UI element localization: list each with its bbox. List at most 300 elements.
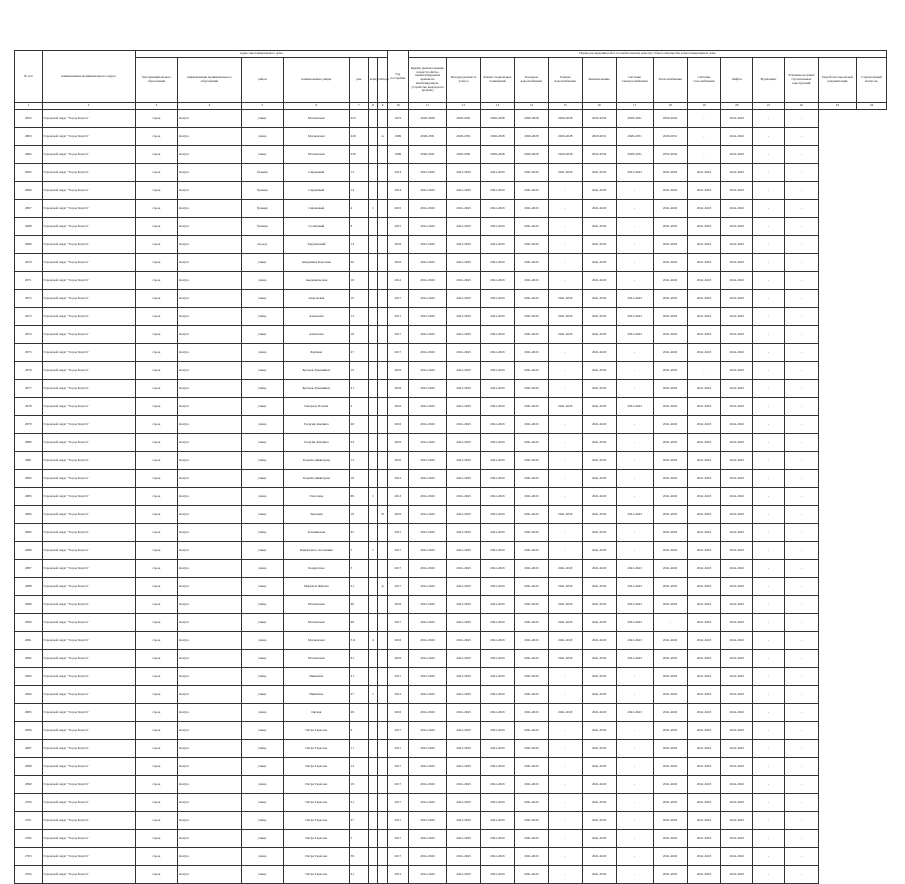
table-cell: 2041-2043 <box>408 740 446 758</box>
table-cell: улица <box>241 308 283 326</box>
table-cell: улица <box>241 290 283 308</box>
table-cell <box>378 326 388 344</box>
table-cell: 10 <box>349 290 368 308</box>
table-cell: 2041-2043 <box>582 866 616 884</box>
table-cell: 2041-2043 <box>408 380 446 398</box>
table-cell: 2041-2043 <box>721 182 753 200</box>
table-cell: 2029-2031 <box>447 146 481 164</box>
table-cell: 2041-2043 <box>721 596 753 614</box>
table-cell: 2041-2043 <box>408 776 446 794</box>
table-cell: 2041-2043 <box>653 686 687 704</box>
table-cell: 2041-2043 <box>653 758 687 776</box>
table-cell: 2681 <box>15 452 43 470</box>
table-row <box>15 344 887 362</box>
table-cell: 2026-2028 <box>481 110 515 128</box>
column-number: 5 <box>241 103 283 110</box>
table-row <box>15 128 887 146</box>
table-cell: 2041-2043 <box>514 830 548 848</box>
table-cell: 2041-2043 <box>582 524 616 542</box>
table-cell: 2041-2043 <box>582 632 616 650</box>
table-cell: 2041-2043 <box>408 506 446 524</box>
table-cell <box>368 830 378 848</box>
table-cell: - <box>753 812 785 830</box>
table-body <box>15 110 887 884</box>
table-cell: 2029-2031 <box>653 128 687 146</box>
table-row <box>15 560 887 578</box>
table-cell: Московская <box>284 146 350 164</box>
table-cell: Тарутинский <box>284 236 350 254</box>
table-cell: 2041-2043 <box>548 308 582 326</box>
table-cell: 2041-2043 <box>687 236 721 254</box>
table-cell: 2029-2031 <box>447 128 481 146</box>
table-cell: улица <box>241 596 283 614</box>
table-cell: Городской округ "Город Калуга" <box>42 596 135 614</box>
table-cell: 2041-2043 <box>687 740 721 758</box>
table-cell: улица <box>241 614 283 632</box>
table-cell: Академическая <box>284 272 350 290</box>
table-cell: 2041-2043 <box>447 578 481 596</box>
table-cell <box>378 236 388 254</box>
table-cell: бульвар <box>241 182 283 200</box>
table-cell: 2026-2028 <box>548 110 582 128</box>
table-cell: Городской округ "Город Калуга" <box>42 632 135 650</box>
table-cell <box>378 650 388 668</box>
table-cell: 26 <box>349 416 368 434</box>
table-cell: улица <box>241 470 283 488</box>
table-cell: 2688 <box>15 578 43 596</box>
table-cell: 2041-2043 <box>616 704 653 722</box>
table-cell: 41 <box>349 866 368 884</box>
table-cell: 19 <box>349 362 368 380</box>
table-cell: Московская <box>284 596 350 614</box>
table-cell: - <box>753 308 785 326</box>
table-cell: 2696 <box>15 722 43 740</box>
table-cell: 2029-2031 <box>616 110 653 128</box>
table-cell: - <box>784 686 818 704</box>
table-cell: 2041-2043 <box>721 506 753 524</box>
table-cell: - <box>784 236 818 254</box>
table-cell: 2017 <box>387 848 408 866</box>
column-header: корпус <box>368 58 378 103</box>
table-cell: Городской округ "Город Калуга" <box>42 236 135 254</box>
table-row <box>15 812 887 830</box>
table-cell: 2672 <box>15 290 43 308</box>
table-cell: город <box>135 218 177 236</box>
table-cell: город <box>135 848 177 866</box>
table-cell: 4 <box>368 632 378 650</box>
table-cell: Городской округ "Город Калуга" <box>42 668 135 686</box>
table-cell: 2026-2028 <box>514 146 548 164</box>
table-cell: 2699 <box>15 776 43 794</box>
table-cell: 2041-2043 <box>687 578 721 596</box>
table-cell: город <box>135 668 177 686</box>
table-cell: 2041-2043 <box>616 326 653 344</box>
table-cell: Калуга <box>178 380 242 398</box>
table-cell: 2041-2043 <box>582 416 616 434</box>
table-cell: 2041-2043 <box>653 866 687 884</box>
table-cell: 2704 <box>15 866 43 884</box>
table-cell: 2041-2043 <box>653 596 687 614</box>
table-cell: 2041-2043 <box>582 200 616 218</box>
table-cell: 2026-2028 <box>548 146 582 164</box>
table-cell: 2041-2043 <box>514 686 548 704</box>
table-cell: 2676 <box>15 362 43 380</box>
table-cell: Городской округ "Город Калуга" <box>42 380 135 398</box>
table-cell: - <box>616 452 653 470</box>
table-cell: 2685 <box>15 524 43 542</box>
table-cell: 2041-2043 <box>653 218 687 236</box>
table-cell: - <box>753 704 785 722</box>
table-cell <box>368 236 378 254</box>
table-cell: 2041-2043 <box>721 794 753 812</box>
table-row <box>15 506 887 524</box>
table-cell: улица <box>241 650 283 668</box>
table-cell: 2041-2043 <box>514 560 548 578</box>
table-row <box>15 308 887 326</box>
table-cell: город <box>135 128 177 146</box>
table-cell: 2679 <box>15 416 43 434</box>
table-cell: 2041-2043 <box>481 632 515 650</box>
column-number: 4 <box>178 103 242 110</box>
table-cell: 2687 <box>15 560 43 578</box>
table-cell: Георгия Димитрова <box>284 452 350 470</box>
table-cell <box>378 704 388 722</box>
table-cell: 2041-2043 <box>548 704 582 722</box>
table-cell: - <box>784 704 818 722</box>
table-cell: - <box>548 200 582 218</box>
table-cell: - <box>687 110 721 128</box>
table-cell: - <box>548 182 582 200</box>
table-cell: 2016 <box>387 632 408 650</box>
table-cell: 2041-2043 <box>447 614 481 632</box>
table-cell: - <box>784 614 818 632</box>
table-cell: 2041-2043 <box>481 200 515 218</box>
table-cell: - <box>784 542 818 560</box>
table-cell: бульвар <box>241 164 283 182</box>
table-cell: - <box>616 272 653 290</box>
table-cell: 2041-2043 <box>582 740 616 758</box>
table-cell: Окская <box>284 704 350 722</box>
table-cell: - <box>548 452 582 470</box>
table-cell: 8 <box>349 218 368 236</box>
table-cell: 21 <box>349 794 368 812</box>
table-cell: город <box>135 362 177 380</box>
table-cell: 2041-2043 <box>408 848 446 866</box>
table-cell: - <box>616 848 653 866</box>
table-cell: - <box>753 794 785 812</box>
table-cell: Глаголева <box>284 488 350 506</box>
column-number: 8 <box>368 103 378 110</box>
table-cell: 2041-2043 <box>582 686 616 704</box>
table-row <box>15 254 887 272</box>
table-cell: улица <box>241 848 283 866</box>
table-cell: - <box>616 488 653 506</box>
table-cell: Калуга <box>178 110 242 128</box>
table-cell: 2041-2043 <box>687 200 721 218</box>
table-cell: город <box>135 722 177 740</box>
table-cell <box>368 272 378 290</box>
table-cell: 2041-2043 <box>481 686 515 704</box>
table-cell: 2016 <box>387 362 408 380</box>
table-cell: Генерала Попова <box>284 398 350 416</box>
table-cell <box>378 380 388 398</box>
table-cell <box>378 560 388 578</box>
table-cell: 46 <box>349 596 368 614</box>
table-cell: Калуга <box>178 830 242 848</box>
table-cell <box>378 524 388 542</box>
table-cell: 2041-2043 <box>408 200 446 218</box>
table-cell: - <box>784 740 818 758</box>
table-cell: - <box>548 344 582 362</box>
table-cell: 2670 <box>15 254 43 272</box>
table-cell: - <box>616 542 653 560</box>
table-cell: 2041-2043 <box>548 650 582 668</box>
table-cell: 2041-2043 <box>687 848 721 866</box>
table-cell: 1 <box>368 542 378 560</box>
table-cell: 2041-2043 <box>653 434 687 452</box>
table-cell: 2041-2043 <box>616 398 653 416</box>
table-cell: Калуга <box>178 182 242 200</box>
table-cell: - <box>616 776 653 794</box>
table-cell: - <box>784 326 818 344</box>
table-cell: 2041-2043 <box>721 416 753 434</box>
table-cell: 2041-2043 <box>721 344 753 362</box>
table-cell: - <box>616 434 653 452</box>
table-cell: - <box>753 506 785 524</box>
table-cell: - <box>784 758 818 776</box>
table-cell: 61 <box>349 650 368 668</box>
table-cell: - <box>753 578 785 596</box>
table-cell: 2041-2043 <box>514 344 548 362</box>
column-number: 21 <box>753 103 785 110</box>
table-cell: 2700 <box>15 794 43 812</box>
table-cell: Калуга <box>178 200 242 218</box>
table-cell: 2041-2043 <box>687 722 721 740</box>
table-cell: Городской округ "Город Калуга" <box>42 200 135 218</box>
table-cell: 2016 <box>387 398 408 416</box>
table-cell: 2665 <box>15 164 43 182</box>
table-row <box>15 668 887 686</box>
table-cell: 2041-2043 <box>687 218 721 236</box>
table-cell: 2041-2043 <box>721 632 753 650</box>
table-cell: 2041-2043 <box>687 434 721 452</box>
table-cell <box>368 434 378 452</box>
table-cell: 45 <box>349 524 368 542</box>
table-cell: - <box>784 434 818 452</box>
table-cell: 2041-2043 <box>582 848 616 866</box>
table-cell: 2015 <box>387 200 408 218</box>
table-cell: 2041-2043 <box>653 290 687 308</box>
table-cell: 2041-2043 <box>514 326 548 344</box>
table-cell: 2041-2043 <box>481 290 515 308</box>
table-cell: 2041-2043 <box>616 308 653 326</box>
table-cell: улица <box>241 722 283 740</box>
table-cell: 2041-2043 <box>616 596 653 614</box>
table-cell <box>368 326 378 344</box>
table-cell: - <box>753 290 785 308</box>
table-cell: - <box>687 146 721 164</box>
table-cell: город <box>135 200 177 218</box>
table-cell: - <box>548 866 582 884</box>
table-cell: 2041-2043 <box>687 596 721 614</box>
table-cell: 2016 <box>387 254 408 272</box>
table-cell: город <box>135 470 177 488</box>
table-cell: - <box>616 200 653 218</box>
table-cell: улица <box>241 794 283 812</box>
table-cell: 2041-2043 <box>514 434 548 452</box>
table-cell: 2041-2043 <box>447 470 481 488</box>
table-cell: 2016 <box>387 380 408 398</box>
table-cell: 2669 <box>15 236 43 254</box>
table-cell: 2017 <box>387 722 408 740</box>
table-cell: 2041-2043 <box>721 542 753 560</box>
table-cell: Петра Тарасова <box>284 794 350 812</box>
table-row <box>15 272 887 290</box>
table-cell: 2041-2043 <box>514 542 548 560</box>
table-cell: город <box>135 578 177 596</box>
table-cell: 1969 <box>387 146 408 164</box>
table-cell: Калуга <box>178 578 242 596</box>
table-cell: - <box>616 740 653 758</box>
table-cell: 1 <box>368 200 378 218</box>
table-cell: 2032-2034 <box>582 146 616 164</box>
table-cell: 2041-2043 <box>548 506 582 524</box>
table-cell: Городской округ "Город Калуга" <box>42 218 135 236</box>
table-cell: 2041-2043 <box>721 434 753 452</box>
table-cell <box>368 596 378 614</box>
table-cell: - <box>616 362 653 380</box>
column-number: 18 <box>653 103 687 110</box>
table-cell: 2041-2043 <box>514 182 548 200</box>
table-cell: город <box>135 686 177 704</box>
table-cell: 2041-2043 <box>687 812 721 830</box>
column-header: наименование улицы <box>284 58 350 103</box>
table-cell: 2041-2043 <box>653 542 687 560</box>
table-cell <box>378 470 388 488</box>
table-cell: 2041-2043 <box>514 416 548 434</box>
table-cell: 2041-2043 <box>582 380 616 398</box>
table-cell: - <box>753 236 785 254</box>
column-header: Фасады (ремонт и утепл.) <box>447 58 481 103</box>
table-cell: Городской округ "Город Калуга" <box>42 740 135 758</box>
table-cell: 69 <box>349 488 368 506</box>
table-cell <box>368 524 378 542</box>
table-cell: 2041-2043 <box>653 776 687 794</box>
table-cell: - <box>616 758 653 776</box>
table-row <box>15 848 887 866</box>
table-cell <box>378 218 388 236</box>
table-cell: Сиреневый <box>284 164 350 182</box>
table-cell: 4 <box>349 200 368 218</box>
table-cell: 2041-2043 <box>616 650 653 668</box>
table-cell: 2041-2043 <box>721 488 753 506</box>
table-cell: 27 <box>349 686 368 704</box>
table-cell: Городской округ "Город Калуга" <box>42 290 135 308</box>
table-cell <box>378 344 388 362</box>
table-cell <box>378 182 388 200</box>
table-cell: 2041-2043 <box>653 830 687 848</box>
table-cell: 2041-2043 <box>687 686 721 704</box>
table-cell: 2701 <box>15 812 43 830</box>
table-cell: 1972 <box>387 110 408 128</box>
table-cell: - <box>753 686 785 704</box>
table-row <box>15 776 887 794</box>
column-number: 11 <box>408 103 446 110</box>
table-cell: - <box>753 110 785 128</box>
table-cell: - <box>784 308 818 326</box>
table-cell: 2041-2043 <box>408 236 446 254</box>
table-cell: - <box>753 344 785 362</box>
table-cell <box>378 254 388 272</box>
table-cell: 2041-2043 <box>582 578 616 596</box>
table-cell: город <box>135 812 177 830</box>
table-cell: 2016 <box>387 650 408 668</box>
table-cell: 2041-2043 <box>721 128 753 146</box>
table-cell: 2041-2043 <box>548 560 582 578</box>
table-cell: Калуга <box>178 326 242 344</box>
table-cell: Георгия Амелина <box>284 434 350 452</box>
table-cell: 2041-2043 <box>721 470 753 488</box>
column-number: 24 <box>856 103 886 110</box>
table-header <box>15 51 887 110</box>
table-cell: 2032-2034 <box>653 110 687 128</box>
table-cell: Городской округ "Город Калуга" <box>42 704 135 722</box>
table-cell: Калуга <box>178 128 242 146</box>
table-cell: 2041-2043 <box>481 362 515 380</box>
table-cell: Азаровская <box>284 290 350 308</box>
table-cell: улица <box>241 542 283 560</box>
table-cell: 2041-2043 <box>481 398 515 416</box>
table-cell <box>368 758 378 776</box>
table-cell: 2029-2031 <box>582 128 616 146</box>
table-cell: 2041-2043 <box>721 578 753 596</box>
table-cell: 48 <box>349 614 368 632</box>
table-cell: А <box>378 578 388 596</box>
table-cell: 2041-2043 <box>582 272 616 290</box>
table-cell: 2041-2043 <box>548 578 582 596</box>
table-cell: - <box>548 758 582 776</box>
table-cell: - <box>753 416 785 434</box>
table-cell: - <box>616 182 653 200</box>
table-cell: 2702 <box>15 830 43 848</box>
table-cell: - <box>753 200 785 218</box>
table-cell: 14 <box>349 182 368 200</box>
table-cell: 311 <box>349 632 368 650</box>
table-cell: 2010 <box>387 452 408 470</box>
group-header-address: Адрес многоквартирного дома <box>135 51 387 58</box>
table-cell: 2041-2043 <box>481 434 515 452</box>
table-cell: 2041-2043 <box>721 704 753 722</box>
table-cell: город <box>135 398 177 416</box>
table-cell: 2041-2043 <box>687 308 721 326</box>
table-cell: улица <box>241 704 283 722</box>
table-cell: Городской округ "Город Калуга" <box>42 110 135 128</box>
table-cell: 2016 <box>387 596 408 614</box>
table-cell: - <box>753 560 785 578</box>
table-cell <box>368 578 378 596</box>
table-cell: 21 <box>349 668 368 686</box>
table-cell: 2663 <box>15 128 43 146</box>
table-cell <box>378 668 388 686</box>
table-cell: 2041-2043 <box>447 164 481 182</box>
table-cell: - <box>548 362 582 380</box>
table-cell: 2041-2043 <box>721 722 753 740</box>
table-cell: - <box>616 416 653 434</box>
table-row <box>15 200 887 218</box>
table-cell: Калуга <box>178 452 242 470</box>
table-cell: 2041-2043 <box>408 254 446 272</box>
column-number: 19 <box>687 103 721 110</box>
